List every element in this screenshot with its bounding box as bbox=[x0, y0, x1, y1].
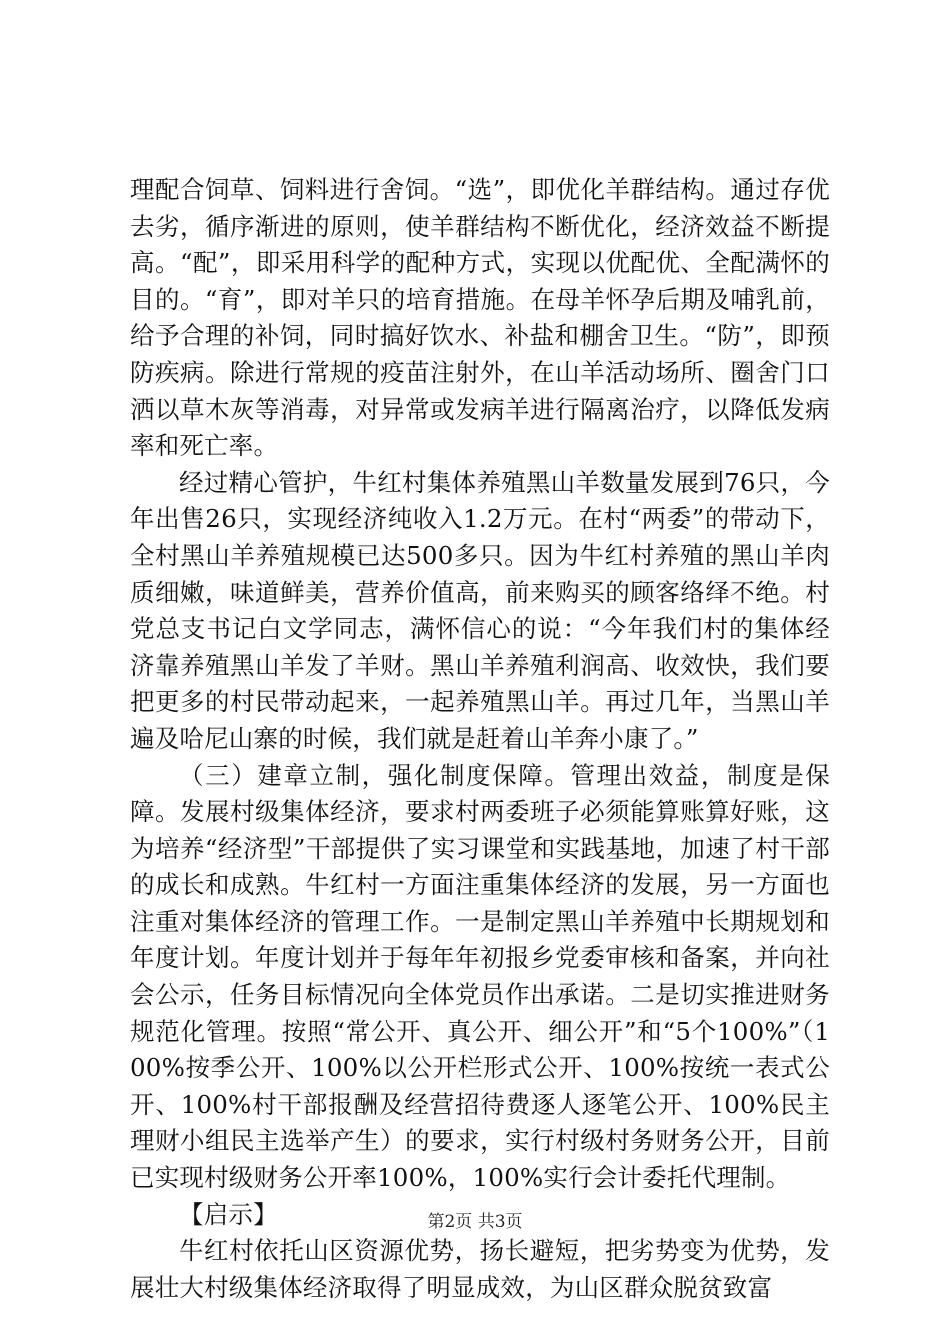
document-body bbox=[130, 172, 830, 1306]
paragraph-insight: 牛红村依托山区资源优势，扬长避短，把劣势变为优势，发展壮大村级集体经济取得了明显成效，为山区群众脱贫致富 bbox=[130, 1236, 830, 1302]
section-heading-insight: 【启示】 bbox=[179, 1199, 278, 1229]
paragraph-continuation: 理配合饲草、饲料进行舍饲。“选”，即优化羊群结构。通过存优去劣，循序渐进的原则，使羊群结构不断优化，经济效益不断提高。“配”，即采用科学的配种方式，实现以优配优、全配满怀的目的。“育”，即对羊只的培育措施。在母羊怀孕后期及哺乳前，给予合理的补饲，同时搞好饮水、补盐和棚舍卫生。“防”，即预防疾病。除进行常规的疫苗注射外，在山羊活动场所、圈舍门口洒以草木灰等消毒，对异常或发病羊进行隔离治疗，以降低发病率和死亡率。 bbox=[130, 175, 830, 461]
paragraph-results: 经过精心管护，牛红村集体养殖黑山羊数量发展到76只，今年出售26只，实现经济纯收入1.2万元。在村“两委”的带动下，全村黑山羊养殖规模已达500多只。因为牛红村养殖的黑山羊肉质细嫩，味道鲜美，营养价值高，前来购买的顾客络绎不绝。村党总支书记白文学同志，满怀信心的说：“今年我们村的集体经济靠养殖黑山羊发了羊财。黑山羊养殖利润高、收效快，我们要把更多的村民带动起来，一起养殖黑山羊。再过几年，当黑山羊遍及哈尼山寨的时候，我们就是赶着山羊奔小康了。” bbox=[130, 467, 830, 753]
paragraph-system: （三）建章立制，强化制度保障。管理出效益，制度是保障。发展村级集体经济，要求村两委班子必须能算账算好账，这为培养“经济型”干部提供了实习课堂和实践基地，加速了村干部的成长和成熟。牛红村一方面注重集体经济的发展，另一方面也注重对集体经济的管理工作。一是制定黑山羊养殖中长期规划和年度计划。年度计划并于每年年初报乡党委审核和备案，并向社会公示，任务目标情况向全体党员作出承诺。二是切实推进财务规范化管理。按照“常公开、真公开、细公开”和“5个100%”（100%按季公开、100%以公开栏形式公开、100%按统一表式公开、100%村干部报酬及经营招待费逐人逐笔公开、100%民主理财小组民主选举产生）的要求，实行村级村务财务公开，目前已实现村级财务公开率100%，100%实行会计委托代理制。 bbox=[130, 760, 830, 1193]
page-number-footer: 第2页 共3页 bbox=[427, 1212, 523, 1232]
